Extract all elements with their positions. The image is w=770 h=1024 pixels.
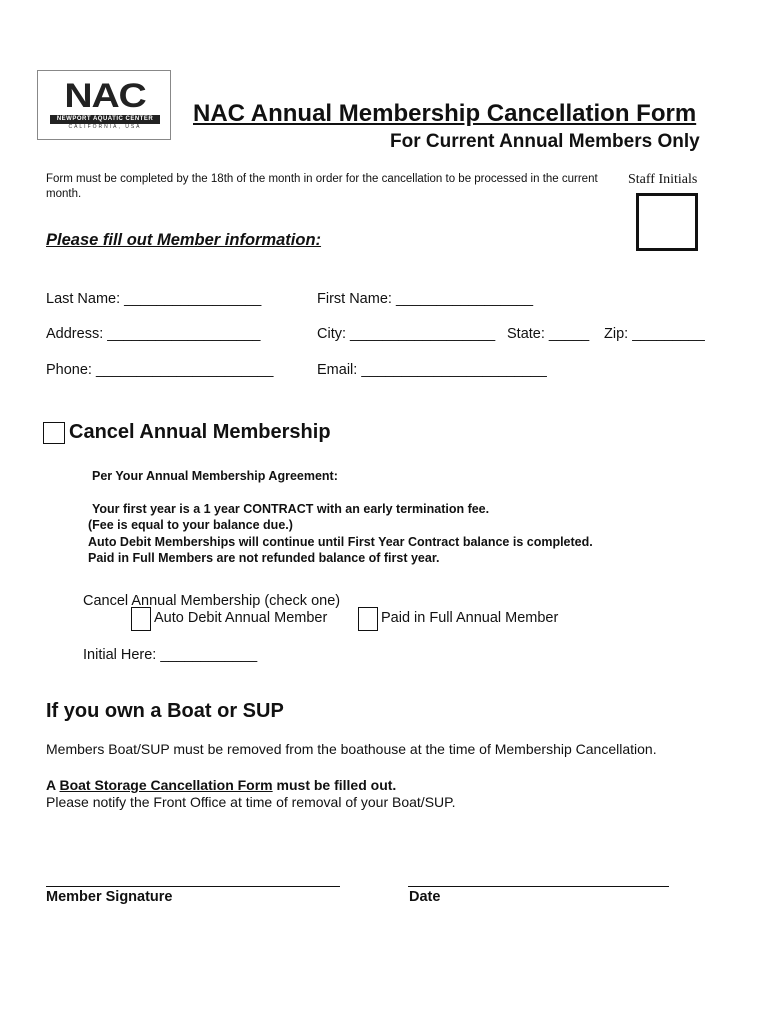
auto-debit-label: Auto Debit Annual Member [154, 610, 328, 626]
zip-field[interactable]: Zip: _________ [604, 326, 705, 342]
cancel-membership-heading: Cancel Annual Membership [69, 421, 331, 443]
state-field[interactable]: State: _____ [507, 326, 590, 342]
phone-field[interactable]: Phone: ______________________ [46, 362, 274, 378]
agreement-line: Your first year is a 1 year CONTRACT with an early termination fee. [92, 502, 490, 516]
email-field[interactable]: Email: _______________________ [317, 362, 547, 378]
check-one-label: Cancel Annual Membership (check one) [83, 593, 341, 609]
boat-form-requirement [46, 777, 396, 793]
boat-removal-note: Members Boat/SUP must be removed from the boathouse at the time of Membership Cancellation. [46, 741, 657, 757]
staff-initials-box[interactable] [636, 193, 698, 251]
paid-in-full-checkbox[interactable] [358, 607, 378, 631]
auto-debit-checkbox[interactable] [131, 607, 151, 631]
agreement-line: Auto Debit Memberships will continue until First Year Contract balance is completed. [88, 535, 593, 549]
member-info-heading: Please fill out Member information: [46, 231, 322, 249]
agreement-line: (Fee is equal to your balance due.) [88, 518, 293, 532]
member-signature-line[interactable] [46, 886, 340, 887]
city-field[interactable]: City: __________________ [317, 326, 496, 342]
deadline-note: Form must be completed by the 18th of the month in order for the cancellation to be processed in the current month. [46, 173, 598, 200]
front-office-note: Please notify the Front Office at time of removal of your Boat/SUP. [46, 794, 456, 810]
logo [37, 70, 171, 140]
date-line[interactable] [408, 886, 669, 887]
boat-form-prefix: A [46, 777, 60, 793]
boat-form-suffix: must be filled out. [272, 777, 397, 793]
cancel-membership-checkbox[interactable] [43, 422, 65, 444]
initial-here-field[interactable]: Initial Here: ____________ [83, 647, 258, 663]
logo-text: NAC [64, 77, 146, 115]
date-label: Date [409, 889, 441, 905]
logo-location: CALIFORNIA, USA [68, 124, 142, 130]
last-name-field[interactable]: Last Name: _________________ [46, 291, 262, 307]
first-name-field[interactable]: First Name: _________________ [317, 291, 534, 307]
address-field[interactable]: Address: ___________________ [46, 326, 261, 342]
staff-initials-label: Staff Initials [628, 172, 698, 187]
agreement-line: Paid in Full Members are not refunded balance of first year. [88, 551, 440, 565]
paid-in-full-label: Paid in Full Annual Member [381, 610, 559, 626]
page-subtitle: For Current Annual Members Only [390, 131, 700, 152]
boat-sup-heading: If you own a Boat or SUP [46, 700, 284, 722]
agreement-intro: Per Your Annual Membership Agreement: [92, 469, 338, 483]
page-title: NAC Annual Membership Cancellation Form [193, 100, 697, 127]
logo-org-name: NEWPORT AQUATIC CENTER [50, 115, 160, 124]
boat-storage-form-link[interactable]: Boat Storage Cancellation Form [59, 777, 273, 793]
member-signature-label: Member Signature [46, 889, 173, 905]
